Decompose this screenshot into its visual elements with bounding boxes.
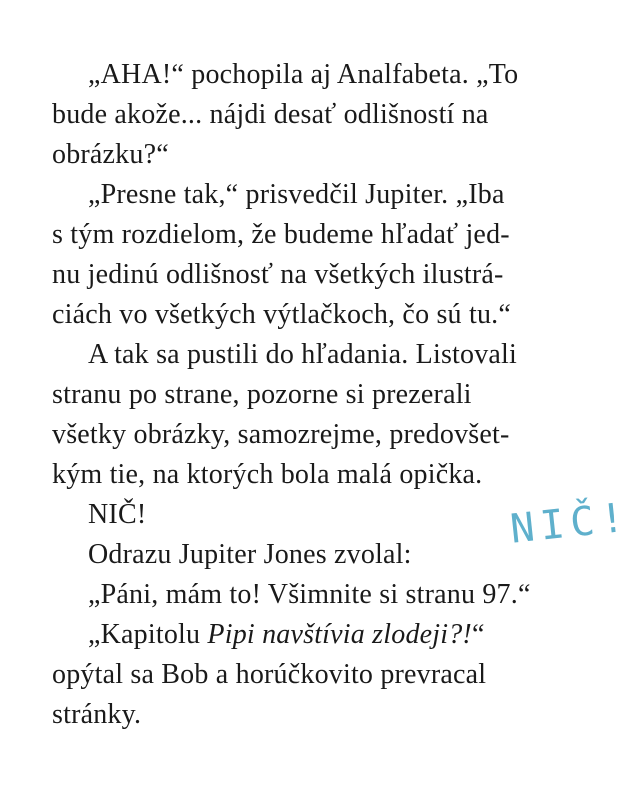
text-line: stranu po strane, pozorne si prezerali: [52, 379, 472, 410]
text-line: všetky obrázky, samozrejme, predovšet-: [52, 419, 510, 450]
text-line: s tým rozdielom, že budeme hľadať jed-: [52, 219, 510, 250]
text-line: „AHA!“ pochopila aj Analfabeta. „To: [88, 59, 519, 90]
chapter-title-italic: Pipi navštívia zlodeji?!: [207, 619, 472, 650]
text-line: bude akože... nájdi desať odlišností na: [52, 99, 489, 130]
text-line: stránky.: [52, 699, 142, 730]
text-span: „Kapitolu: [88, 619, 208, 650]
text-line: „Presne tak,“ prisvedčil Jupiter. „Iba: [88, 179, 505, 210]
text-line: obrázku?“: [52, 139, 169, 170]
text-line: „Páni, mám to! Všimnite si stranu 97.“: [88, 579, 531, 610]
text-line: [88, 615, 485, 655]
text-line: A tak sa pustili do hľadania. Listovali: [88, 339, 518, 370]
handwritten-nic-stamp: NIČ!: [508, 494, 633, 553]
text-line: ciách vo všetkých výtlačkoch, čo sú tu.“: [52, 299, 511, 330]
text-line: opýtal sa Bob a horúčkovito prevracal: [52, 659, 487, 690]
text-line: NIČ!: [88, 499, 147, 530]
text-span: “: [471, 619, 485, 650]
text-line: nu jedinú odlišnosť na všetkých ilustrá-: [52, 259, 504, 290]
text-line: Odrazu Jupiter Jones zvolal:: [88, 539, 412, 570]
text-line: kým tie, na ktorých bola malá opička.: [52, 459, 483, 490]
